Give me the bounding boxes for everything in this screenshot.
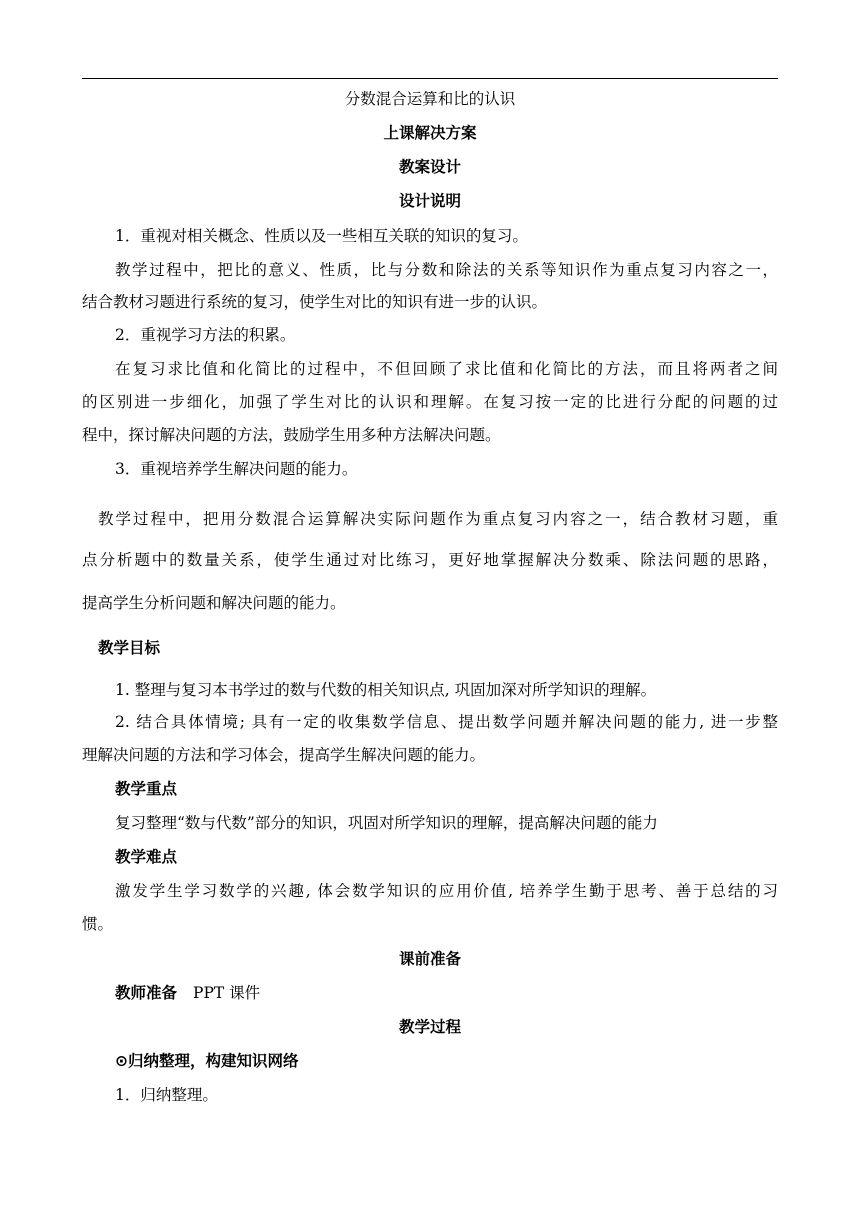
- design-note-2-body-line-1: 在复习求比值和化简比的过程中，不但回顾了求比值和化简比的方法，而且将两者之间: [115, 360, 778, 378]
- teacher-prep-label: 教师准备: [115, 984, 178, 1002]
- document-title: 分数混合运算和比的认识: [344, 90, 516, 108]
- teacher-prep-value: PPT 课件: [193, 984, 261, 1002]
- section-title-design-notes: 设计说明: [398, 192, 461, 210]
- goals-heading: 教学目标: [98, 639, 161, 657]
- key-points-heading: 教学重点: [115, 780, 178, 798]
- design-note-1: 1．重视对相关概念、性质以及一些相互关联的知识的复习。: [115, 227, 528, 245]
- prep-heading: 课前准备: [398, 950, 461, 968]
- section-title-solution: 上课解决方案: [383, 124, 477, 142]
- goal-1: 1. 整理与复习本书学过的数与代数的相关知识点, 巩固加深对所学知识的理解。: [115, 681, 657, 699]
- teacher-prep: [82, 982, 778, 1004]
- design-note-2: 2．重视学习方法的积累。: [115, 326, 296, 344]
- process-section-1: ⊙归纳整理，构建知识网络: [115, 1052, 299, 1070]
- design-note-1-body-line-2: 结合教材习题进行系统的复习，使学生对比的知识有进一步的认识。: [82, 293, 548, 311]
- header-rule: [82, 78, 778, 79]
- difficulties-line-1: 激发学生学习数学的兴趣, 体会数学知识的应用价值, 培养学生勤于思考、善于总结的习: [115, 882, 778, 900]
- goal-2-line-1: 2. 结合具体情境; 具有一定的收集数学信息、提出数学问题并解决问题的能力, 进一步整: [115, 713, 778, 731]
- section-title-lesson-design: 教案设计: [398, 158, 461, 176]
- design-note-2-body-line-3: 程中，探讨解决问题的方法，鼓励学生用多种方法解决问题。: [82, 426, 501, 444]
- key-points-text: 复习整理“数与代数”部分的知识，巩固对所学知识的理解，提高解决问题的能力: [115, 814, 658, 832]
- difficulties-line-2: 惯。: [82, 915, 114, 933]
- design-note-3-body-line-2: 点分析题中的数量关系，使学生通过对比练习，更好地掌握解决分数乘、除法问题的思路，: [82, 551, 778, 569]
- process-item-1: 1．归纳整理。: [115, 1086, 218, 1104]
- goal-2-line-2: 理解决问题的方法和学习体会，提高学生解决问题的能力。: [82, 746, 486, 764]
- design-note-1-body-line-1: 教学过程中，把比的意义、性质，比与分数和除法的关系等知识作为重点复习内容之一，: [115, 261, 778, 279]
- design-note-3-body-line-1: 教学过程中，把用分数混合运算解决实际问题作为重点复习内容之一，结合教材习题，重: [98, 510, 778, 528]
- difficulties-heading: 教学难点: [115, 848, 178, 866]
- process-heading: 教学过程: [398, 1018, 461, 1036]
- design-note-3-body-line-3: 提高学生分析问题和解决问题的能力。: [82, 594, 346, 612]
- design-note-3: 3．重视培养学生解决问题的能力。: [115, 460, 358, 478]
- design-note-2-body-line-2: 的区别进一步细化，加强了学生对比的认识和理解。在复习按一定的比进行分配的问题的过: [82, 393, 778, 411]
